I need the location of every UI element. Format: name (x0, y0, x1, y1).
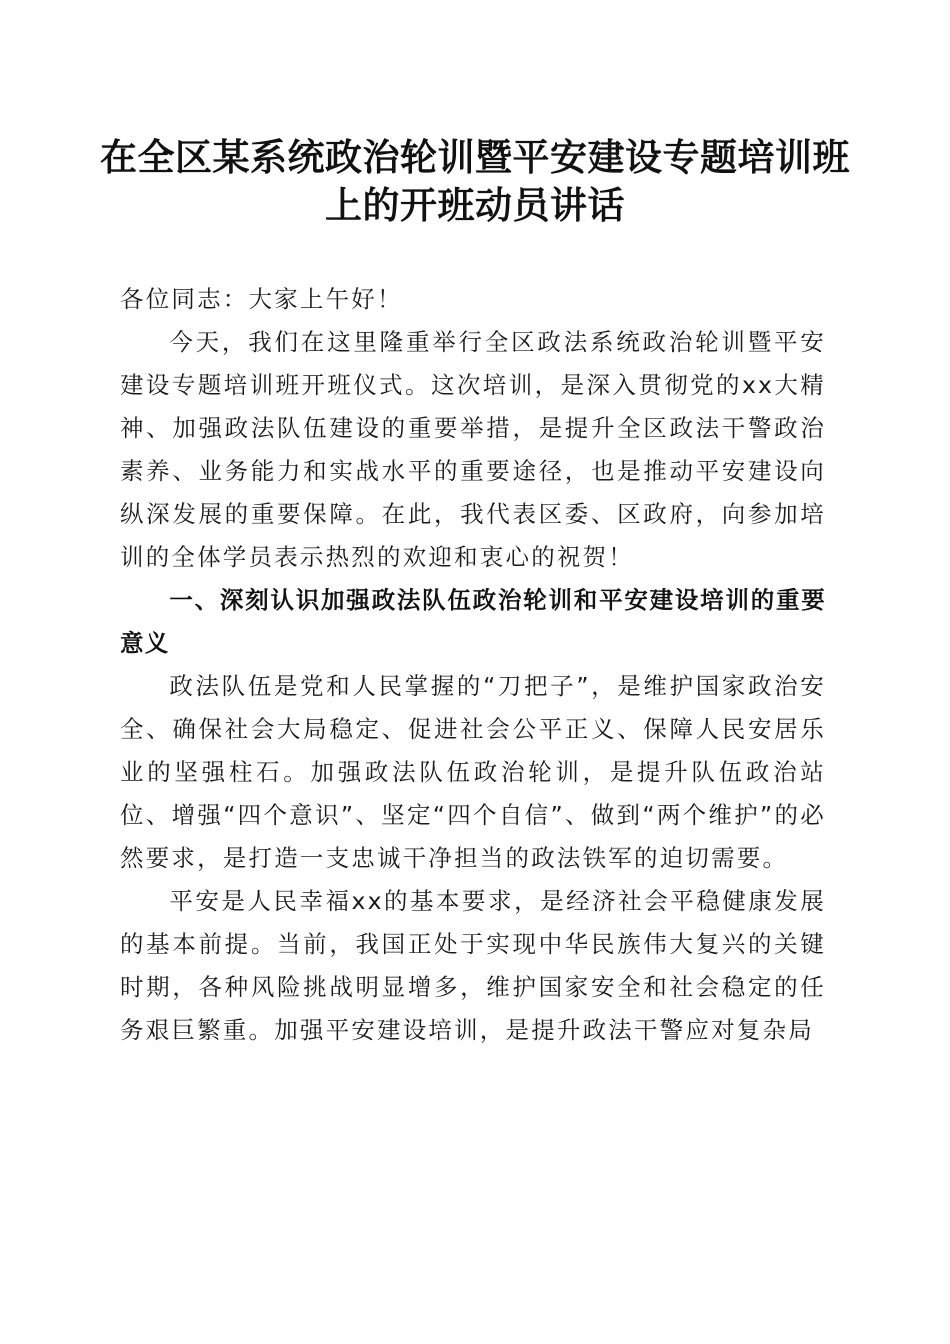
title-line-1: 在全区某系统政治轮训暨平安建设专题培训班 (100, 135, 850, 179)
paragraph-opening: 今天，我们在这里隆重举行全区政法系统政治轮训暨平安建设专题培训班开班仪式。这次培训，是深入贯彻党的xx大精神、加强政法队伍建设的重要举措，是提升全区政法干警政治素养、业务能力和实战水平的重要途径，也是推动平安建设向纵深发展的重要保障。在此，我代表区委、区政府，向参加培训的全体学员表示热烈的欢迎和衷心的祝贺！ (120, 328, 826, 571)
paragraph-political-training: 政法队伍是党和人民掌握的“刀把子”，是维护国家政治安全、确保社会大局稳定、促进社会公平正义、保障人民安居乐业的坚强柱石。加强政法队伍政治轮训，是提升队伍政治站位、增强“四个意识”、坚定“四个自信”、做到“两个维护”的必然要求，是打造一支忠诚干净担当的政法铁军的迫切需要。 (120, 672, 826, 872)
document-body (120, 278, 826, 1052)
paragraph-safety-building: 平安是人民幸福xx的基本要求，是经济社会平稳健康发展的基本前提。当前，我国正处于实现中华民族伟大复兴的关键时期，各种风险挑战明显增多，维护国家安全和社会稳定的任务艰巨繁重。加强平安建设培训，是提升政法干警应对复杂局 (120, 887, 826, 1044)
section-heading-1: 一、深刻认识加强政法队伍政治轮训和平安建设培训的重要意义 (120, 586, 826, 657)
greeting: 各位同志：大家上午好！ (120, 285, 403, 313)
document-title (100, 133, 850, 229)
title-line-2: 上的开班动员讲话 (325, 183, 625, 227)
